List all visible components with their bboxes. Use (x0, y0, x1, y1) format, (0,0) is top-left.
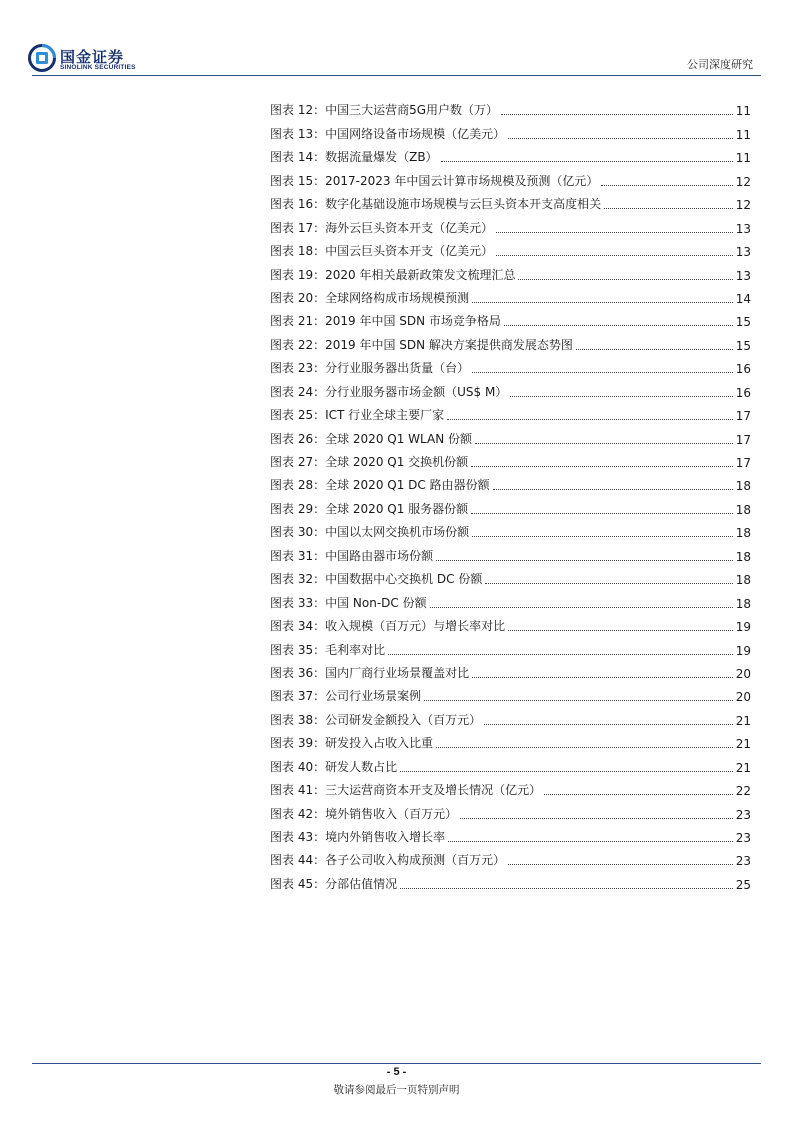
logo-chinese-name: 国金证券 (60, 48, 125, 66)
toc-entry-title: 各子公司收入构成预测（百万元） (325, 853, 506, 868)
toc-entry-page: 18 (735, 502, 751, 517)
toc-entry-page: 21 (735, 760, 751, 775)
toc-dot-leader (508, 138, 733, 139)
toc-entry-title: 三大运营商资本开支及增长情况（亿元） (325, 783, 542, 798)
toc-entry-title: 海外云巨头资本开支（亿美元） (325, 220, 494, 235)
toc-entry[interactable] (270, 118, 751, 141)
toc-entry-title: 中国云巨头资本开支（亿美元） (325, 244, 494, 259)
toc-entry-label: 图表 31： (270, 548, 326, 563)
toc-entry-page: 14 (735, 291, 751, 306)
toc-entry-page: 19 (735, 620, 751, 635)
toc-entry-title: 全球 2020 Q1 DC 路由器份额 (325, 478, 490, 493)
toc-entry-label: 图表 42： (270, 806, 326, 821)
toc-dot-leader (447, 419, 733, 420)
toc-entry[interactable] (270, 728, 751, 751)
toc-entry-title: 全球 2020 Q1 交换机份额 (325, 455, 469, 469)
toc-entry-label: 图表 36： (270, 665, 326, 680)
toc-dot-leader (493, 489, 733, 490)
toc-entry[interactable] (270, 400, 751, 423)
toc-dot-leader (472, 536, 733, 537)
toc-entry-title: 研发投入占收入比重 (325, 736, 434, 751)
toc-entry-page: 20 (735, 666, 751, 681)
toc-entry-title: 中国数据中心交换机 DC 份额 (325, 572, 483, 587)
toc-entry-label: 图表 20： (270, 290, 326, 305)
toc-entry-page: 13 (735, 221, 751, 236)
toc-entry-label: 图表 12： (270, 103, 326, 118)
toc-entry-title: 全球 2020 Q1 WLAN 份额 (325, 431, 472, 446)
toc-entry[interactable] (270, 212, 751, 235)
toc-entry[interactable] (270, 353, 751, 376)
toc-entry[interactable] (270, 236, 751, 259)
footer-divider (32, 1063, 761, 1064)
toc-dot-leader (496, 232, 733, 233)
toc-entry[interactable] (270, 704, 751, 727)
toc-entry-title: 2019 年中国 SDN 市场竞争格局 (325, 314, 501, 329)
report-type: 公司深度研究 (687, 58, 753, 71)
toc-dot-leader (472, 677, 733, 678)
page-header (0, 0, 793, 80)
toc-entry-label: 图表 27： (270, 455, 326, 469)
toc-entry-title: 分行业服务器出货量（台） (325, 361, 470, 376)
toc-entry-title: 数据流量爆发（ZB） (325, 150, 438, 165)
toc-entry-label: 图表 30： (270, 525, 326, 540)
toc-entry-label: 图表 15： (270, 173, 326, 188)
toc-entry-title: 中国三大运营商5G用户数（万） (325, 103, 499, 118)
toc-dot-leader (518, 279, 732, 280)
toc-entry[interactable] (270, 376, 751, 399)
toc-entry-label: 图表 19： (270, 267, 326, 282)
toc-entry-page: 18 (735, 526, 751, 541)
toc-entry-title: 分部估值情况 (325, 876, 398, 891)
toc-dot-leader (496, 255, 733, 256)
toc-entry-title: 研发人数占比 (325, 759, 398, 774)
toc-entry-label: 图表 45： (270, 876, 326, 891)
toc-entry[interactable] (270, 142, 751, 165)
toc-entry-label: 图表 25： (270, 408, 326, 423)
header-divider (32, 75, 761, 76)
toc-entry-label: 图表 29： (270, 501, 326, 516)
toc-entry[interactable] (270, 517, 751, 540)
toc-dot-leader (504, 325, 733, 326)
toc-entry[interactable] (270, 95, 751, 118)
toc-dot-leader (544, 794, 733, 795)
toc-entry-page: 12 (735, 174, 751, 189)
toc-entry-label: 图表 17： (270, 220, 326, 235)
toc-entry-label: 图表 37： (270, 689, 326, 704)
toc-entry-page: 17 (735, 432, 751, 447)
toc-entry-label: 图表 22： (270, 337, 326, 352)
toc-entry[interactable] (270, 822, 751, 845)
toc-entry[interactable] (270, 775, 751, 798)
toc-entry[interactable] (270, 259, 751, 282)
toc-entry-title: 公司研发金额投入（百万元） (325, 712, 482, 727)
toc-entry-page: 18 (735, 573, 751, 588)
toc-entry-page: 15 (735, 338, 751, 353)
toc-entry-page: 16 (735, 362, 751, 377)
toc-entry[interactable] (270, 493, 751, 516)
toc-entry-label: 图表 44： (270, 853, 326, 868)
toc-entry-label: 图表 23： (270, 361, 326, 376)
toc-entry-title: 毛利率对比 (325, 642, 386, 657)
toc-entry-label: 图表 32： (270, 572, 326, 587)
toc-entry-title: 全球 2020 Q1 服务器份额 (325, 501, 469, 516)
toc-entry-page: 16 (735, 385, 751, 400)
toc-entry[interactable] (270, 470, 751, 493)
toc-entry-title: 分行业服务器市场金额（US$ M） (325, 384, 508, 399)
toc-dot-leader (400, 888, 733, 889)
toc-entry-page: 23 (735, 807, 751, 822)
sinolink-logo-mark-icon (28, 44, 56, 72)
toc-entry[interactable] (270, 658, 751, 681)
toc-entry-title: 2019 年中国 SDN 解决方案提供商发展态势图 (325, 337, 573, 352)
toc-dot-leader (510, 396, 732, 397)
toc-entry-title: 公司行业场景案例 (325, 689, 422, 704)
toc-entry-label: 图表 13： (270, 126, 326, 141)
toc-entry-page: 12 (735, 198, 751, 213)
toc-entry-title: 中国网络设备市场规模（亿美元） (325, 126, 506, 141)
toc-dot-leader (441, 161, 733, 162)
toc-entry-page: 21 (735, 737, 751, 752)
toc-entry-title: 国内厂商行业场景覆盖对比 (325, 665, 470, 680)
toc-entry-title: ICT 行业全球主要厂家 (325, 408, 445, 423)
toc-entry-label: 图表 26： (270, 431, 326, 446)
toc-entry-page: 17 (735, 409, 751, 424)
toc-entry-title: 全球网络构成市场规模预测 (325, 290, 470, 305)
toc-entry[interactable] (270, 611, 751, 634)
toc-dot-leader (508, 630, 733, 631)
toc-entry[interactable] (270, 283, 751, 306)
toc-entry-title: 境内外销售收入增长率 (325, 830, 446, 844)
figure-list (270, 95, 751, 892)
toc-entry-label: 图表 16： (270, 197, 326, 212)
toc-entry[interactable] (270, 587, 751, 610)
toc-entry[interactable] (270, 564, 751, 587)
toc-dot-leader (436, 747, 733, 748)
toc-entry-page: 18 (735, 479, 751, 494)
toc-entry-page: 23 (735, 831, 751, 845)
toc-dot-leader (472, 302, 733, 303)
toc-dot-leader (460, 818, 733, 819)
toc-dot-leader (508, 864, 733, 865)
toc-dot-leader (472, 372, 733, 373)
toc-entry-label: 图表 35： (270, 642, 326, 657)
toc-entry-label: 图表 41： (270, 783, 326, 798)
toc-dot-leader (400, 771, 733, 772)
toc-entry-page: 22 (735, 784, 751, 799)
toc-dot-leader (601, 185, 732, 186)
toc-dot-leader (604, 208, 733, 209)
toc-entry-label: 图表 18： (270, 244, 326, 259)
toc-entry-label: 图表 39： (270, 736, 326, 751)
toc-dot-leader (471, 466, 733, 467)
toc-entry-page: 18 (735, 596, 751, 611)
toc-dot-leader (485, 583, 732, 584)
toc-dot-leader (448, 841, 733, 842)
toc-entry-page: 13 (735, 245, 751, 260)
toc-entry-title: 2020 年相关最新政策发文梳理汇总 (325, 267, 516, 282)
toc-entry-page: 13 (735, 268, 751, 283)
toc-entry-title: 数字化基础设施市场规模与云巨头资本开支高度相关 (325, 197, 602, 212)
toc-entry-label: 图表 40： (270, 759, 326, 774)
logo-english-name: SINOLINK SECURITIES (60, 64, 136, 71)
toc-entry-page: 23 (735, 854, 751, 869)
toc-entry[interactable] (270, 447, 751, 470)
toc-entry[interactable] (270, 845, 751, 868)
toc-entry[interactable] (270, 751, 751, 774)
toc-entry-label: 图表 43： (270, 830, 326, 844)
toc-entry-label: 图表 33： (270, 595, 326, 610)
toc-entry-page: 19 (735, 643, 751, 658)
toc-entry-title: 2017-2023 年中国云计算市场规模及预测（亿元） (325, 173, 599, 188)
toc-entry[interactable] (270, 868, 751, 891)
toc-entry-page: 15 (735, 315, 751, 330)
toc-entry[interactable] (270, 165, 751, 188)
toc-dot-leader (388, 654, 733, 655)
toc-entry[interactable] (270, 540, 751, 563)
toc-dot-leader (430, 607, 733, 608)
sinolink-logo (28, 44, 148, 74)
toc-entry[interactable] (270, 306, 751, 329)
toc-entry-label: 图表 28： (270, 478, 326, 493)
toc-entry-page: 25 (735, 877, 751, 892)
toc-entry-page: 20 (735, 690, 751, 705)
toc-entry-title: 收入规模（百万元）与增长率对比 (325, 619, 506, 634)
toc-entry-label: 图表 24： (270, 384, 326, 399)
toc-entry-page: 11 (735, 127, 751, 142)
toc-entry-title: 中国 Non-DC 份额 (325, 595, 427, 610)
toc-entry[interactable] (270, 423, 751, 446)
toc-dot-leader (424, 700, 733, 701)
toc-entry-label: 图表 34： (270, 619, 326, 634)
toc-entry-page: 18 (735, 549, 751, 564)
toc-dot-leader (436, 560, 733, 561)
toc-dot-leader (471, 513, 733, 514)
toc-entry-title: 中国路由器市场份额 (325, 548, 434, 563)
toc-entry-title: 中国以太网交换机市场份额 (325, 525, 470, 540)
toc-entry-label: 图表 21： (270, 314, 326, 329)
toc-entry-page: 21 (735, 713, 751, 728)
toc-entry[interactable] (270, 329, 751, 352)
toc-entry-title: 境外销售收入（百万元） (325, 806, 458, 821)
toc-entry-page: 11 (735, 104, 751, 119)
toc-dot-leader (501, 114, 733, 115)
page-number: - 5 - (386, 1066, 407, 1078)
toc-dot-leader (484, 724, 733, 725)
toc-entry-label: 图表 14： (270, 150, 326, 165)
disclaimer: 敬请参阅最后一页特别声明 (333, 1084, 460, 1096)
toc-entry-label: 图表 38： (270, 712, 326, 727)
toc-entry[interactable] (270, 634, 751, 657)
toc-entry[interactable] (270, 189, 751, 212)
toc-entry-page: 17 (735, 456, 751, 470)
toc-entry[interactable] (270, 681, 751, 704)
toc-dot-leader (475, 443, 733, 444)
toc-entry[interactable] (270, 798, 751, 821)
toc-dot-leader (576, 349, 733, 350)
toc-entry-page: 11 (735, 151, 751, 166)
